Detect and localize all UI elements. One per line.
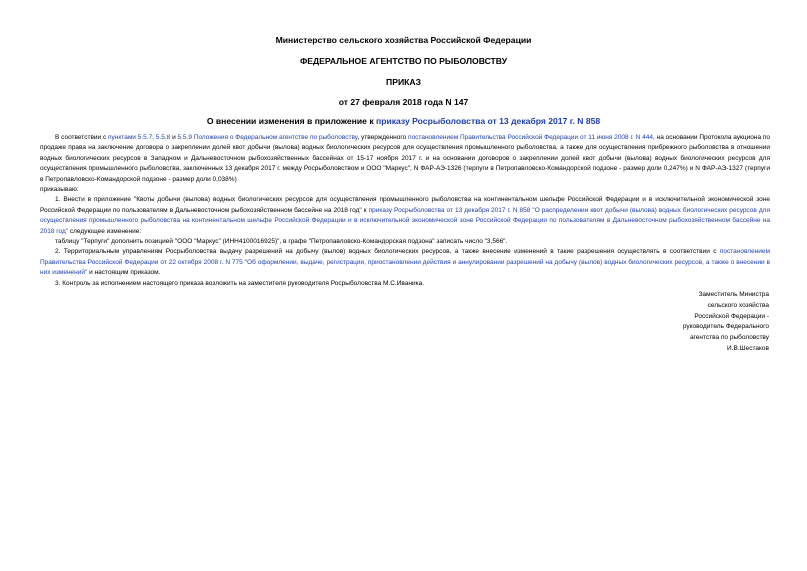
item-2-paragraph (40, 247, 770, 278)
signature-name: И.В.Шестаков (727, 344, 769, 352)
item-1-paragraph (40, 195, 770, 237)
item-3-paragraph: 3. Контроль за исполнением настоящего приказа возложить на заместителя руководителя Росрыболовства М.С.Иваника. (55, 279, 425, 287)
table-change-paragraph: таблицу "Терпуги" дополнить позицией "ООО "Маркус" (ИНН4100016925)", в графе "Петропавловско-Командорская подзона" записать число "3,566". (55, 238, 508, 246)
preamble-text-2: и (170, 134, 178, 141)
signature-block (649, 290, 769, 355)
ministry-heading: Министерство сельского хозяйства Российской Федерации (275, 35, 532, 45)
signature-line: Российской Федерации - (694, 312, 769, 320)
preamble-paragraph (40, 133, 770, 185)
link-point-559-regulation[interactable]: 5.5.9 Положения о Федеральном агентстве по рыболовству (177, 134, 358, 141)
signature-line: руководитель Федерального (682, 323, 769, 331)
doc-title (0, 116, 807, 127)
signature-line: сельского хозяйства (707, 301, 769, 309)
signature-line: Заместитель Министра (698, 291, 769, 298)
orders-word: приказываю: (40, 186, 79, 194)
link-order-858[interactable]: приказу Росрыболовства от 13 декабря 2017 г. N 858 "О распределении квот добычи (вылова) водных биологических ресурсов для осуществления промышленного рыболовства на континентальном шельфе Российской Федерации и в исключительной экономической зоне Российской Федерации по пользователям в Дальневосточном рыбохозяйственном бассейне на 2018 год" (40, 206, 770, 235)
doc-date-number: от 27 февраля 2018 года N 147 (338, 97, 469, 107)
link-government-decree-444[interactable]: постановлением Правительства Российской Федерации от 11 июня 2008 г. N 444 (408, 134, 654, 141)
link-government-decree-775[interactable]: постановлением Правительства Российской Федерации от 22 октября 2008 г. N 775 "Об оформлении, выдаче, регистрации, приостановлении действия и аннулировании разрешений на добычу (вылов) водных биологических ресурсов, а также о внесении в них изменений" (40, 248, 770, 277)
item-2-text-1: 2. Территориальным управлениям Росрыболовства выдачу разрешений на добычу (вылов) водных биологических ресурсов, а также внесение изменений в такие разрешения осуществлять в соответствии с (55, 248, 720, 256)
link-points-557-558[interactable]: пунктами 5.5.7, 5.5.8 (108, 134, 171, 141)
doc-type-heading: ПРИКАЗ (386, 77, 421, 87)
preamble-text-4: , на основании Протокола аукциона по продаже права на заключение договора о закреплении долей квот добычи (вылова) водных биологических ресурсов для осуществления промышленного рыболовства, а также для осуществления прибрежного рыболовства в отношении водных биологических ресурсов в Западном и Дальневосточном рыбохозяйственных бассейнах от 15-17 ноября 2017 г. и на основании договоров о закреплении долей квот добычи (вылова) водных биологических ресурсов для осуществления промышленного рыболовства, заключенных 13 декабря 2017 г. между Росрыболовством и ООО "Маркус", N ФАР-АЭ-1326 (терпуги в Петропавловско-Командорской подзоне - размер доли 0,247%) и N ФАР-АЭ-1327 (терпуги в Петропавловско-Командорской подзоне - размер доли 0,038%) (40, 134, 770, 183)
item-2-text-2: и настоящим приказом. (87, 269, 161, 277)
item-1-text-1: 1. Внести в приложение "Квоты добычи (вылова) водных биологических ресурсов для осуществления промышленного рыболовства на континентальном шельфе Российской Федерации и в исключительной экономической зоне Российской Федерации по пользователям в Дальневосточном рыбохозяйственном бассейне на 2018 год" к (40, 196, 770, 214)
preamble-text-3: , утвержденного (357, 134, 409, 141)
agency-heading: ФЕДЕРАЛЬНОЕ АГЕНТСТВО ПО РЫБОЛОВСТВУ (299, 56, 508, 66)
signature-line: агентства по рыболовству (689, 334, 769, 342)
doc-title-text: О внесении изменения в приложение к (206, 116, 377, 126)
doc-title-link[interactable]: приказу Росрыболовства от 13 декабря 2017 г. N 858 (376, 116, 601, 126)
preamble-text-1: В соответствии с (55, 134, 109, 141)
item-1-text-2: следующее изменение: (68, 227, 142, 235)
document-body (40, 133, 770, 289)
